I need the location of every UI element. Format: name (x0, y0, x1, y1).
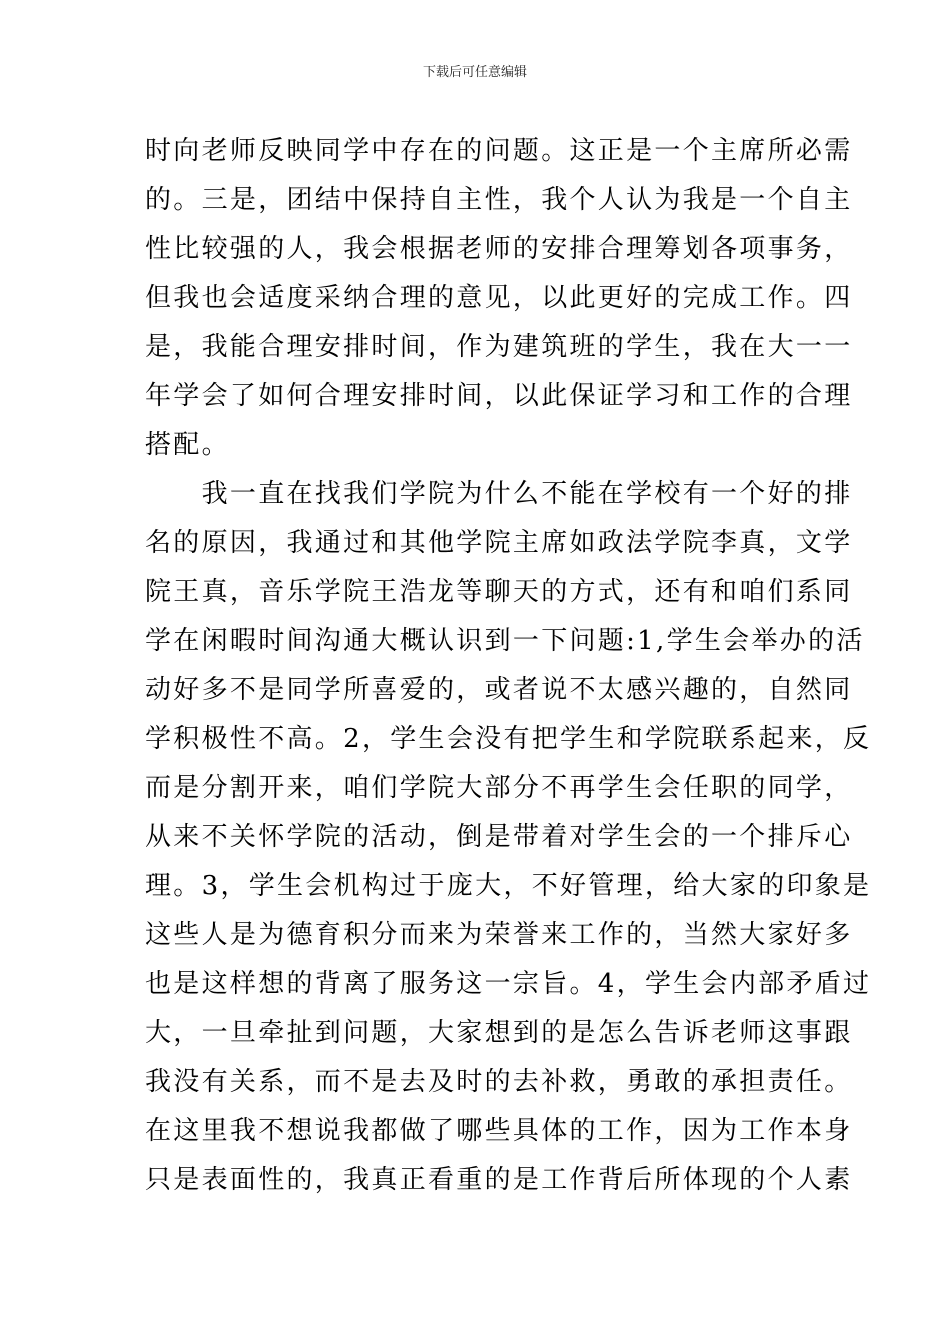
text-line: 但我也会适度采纳合理的意见，以此更好的完成工作。四 (145, 283, 853, 313)
text-line: 这些人是为德育积分而来为荣誉来工作的，当然大家好多 (145, 920, 853, 950)
document-body (145, 127, 872, 1205)
text-line: 我没有关系，而不是去及时的去补救，勇敢的承担责任。 (145, 1067, 853, 1097)
text-line: 大，一旦牵扯到问题，大家想到的是怎么告诉老师这事跟 (145, 1018, 853, 1048)
text-line: 学积极性不高。2，学生会没有把学生和学院联系起来，反 (145, 724, 872, 754)
text-line: 的。三是，团结中保持自主性，我个人认为我是一个自主 (145, 185, 853, 215)
text-line: 动好多不是同学所喜爱的，或者说不太感兴趣的，自然同 (145, 675, 853, 705)
text-line: 只是表面性的，我真正看重的是工作背后所体现的个人素 (145, 1165, 853, 1195)
text-line: 院王真，音乐学院王浩龙等聊天的方式，还有和咱们系同 (145, 577, 853, 607)
text-line: 而是分割开来，咱们学院大部分不再学生会任职的同学， (145, 773, 853, 803)
text-line: 学在闲暇时间沟通大概认识到一下问题:1,学生会举办的活 (145, 626, 865, 656)
text-line: 名的原因，我通过和其他学院主席如政法学院李真，文学 (145, 528, 853, 558)
text-line: 性比较强的人，我会根据老师的安排合理筹划各项事务， (145, 234, 853, 264)
text-line: 从来不关怀学院的活动，倒是带着对学生会的一个排斥心 (145, 822, 853, 852)
text-line: 在这里我不想说我都做了哪些具体的工作，因为工作本身 (145, 1116, 853, 1146)
text-line: 时向老师反映同学中存在的问题。这正是一个主席所必需 (145, 136, 853, 166)
text-line: 我一直在找我们学院为什么不能在学校有一个好的排 (145, 479, 853, 509)
text-line: 年学会了如何合理安排时间，以此保证学习和工作的合理 (145, 381, 853, 411)
text-line: 理。3，学生会机构过于庞大，不好管理，给大家的印象是 (145, 871, 872, 901)
page-header: 下载后可任意编辑 (422, 65, 527, 80)
text-line: 也是这样想的背离了服务这一宗旨。4，学生会内部矛盾过 (145, 969, 872, 999)
text-line: 搭配。 (145, 430, 230, 460)
text-line: 是，我能合理安排时间，作为建筑班的学生，我在大一一 (145, 332, 853, 362)
